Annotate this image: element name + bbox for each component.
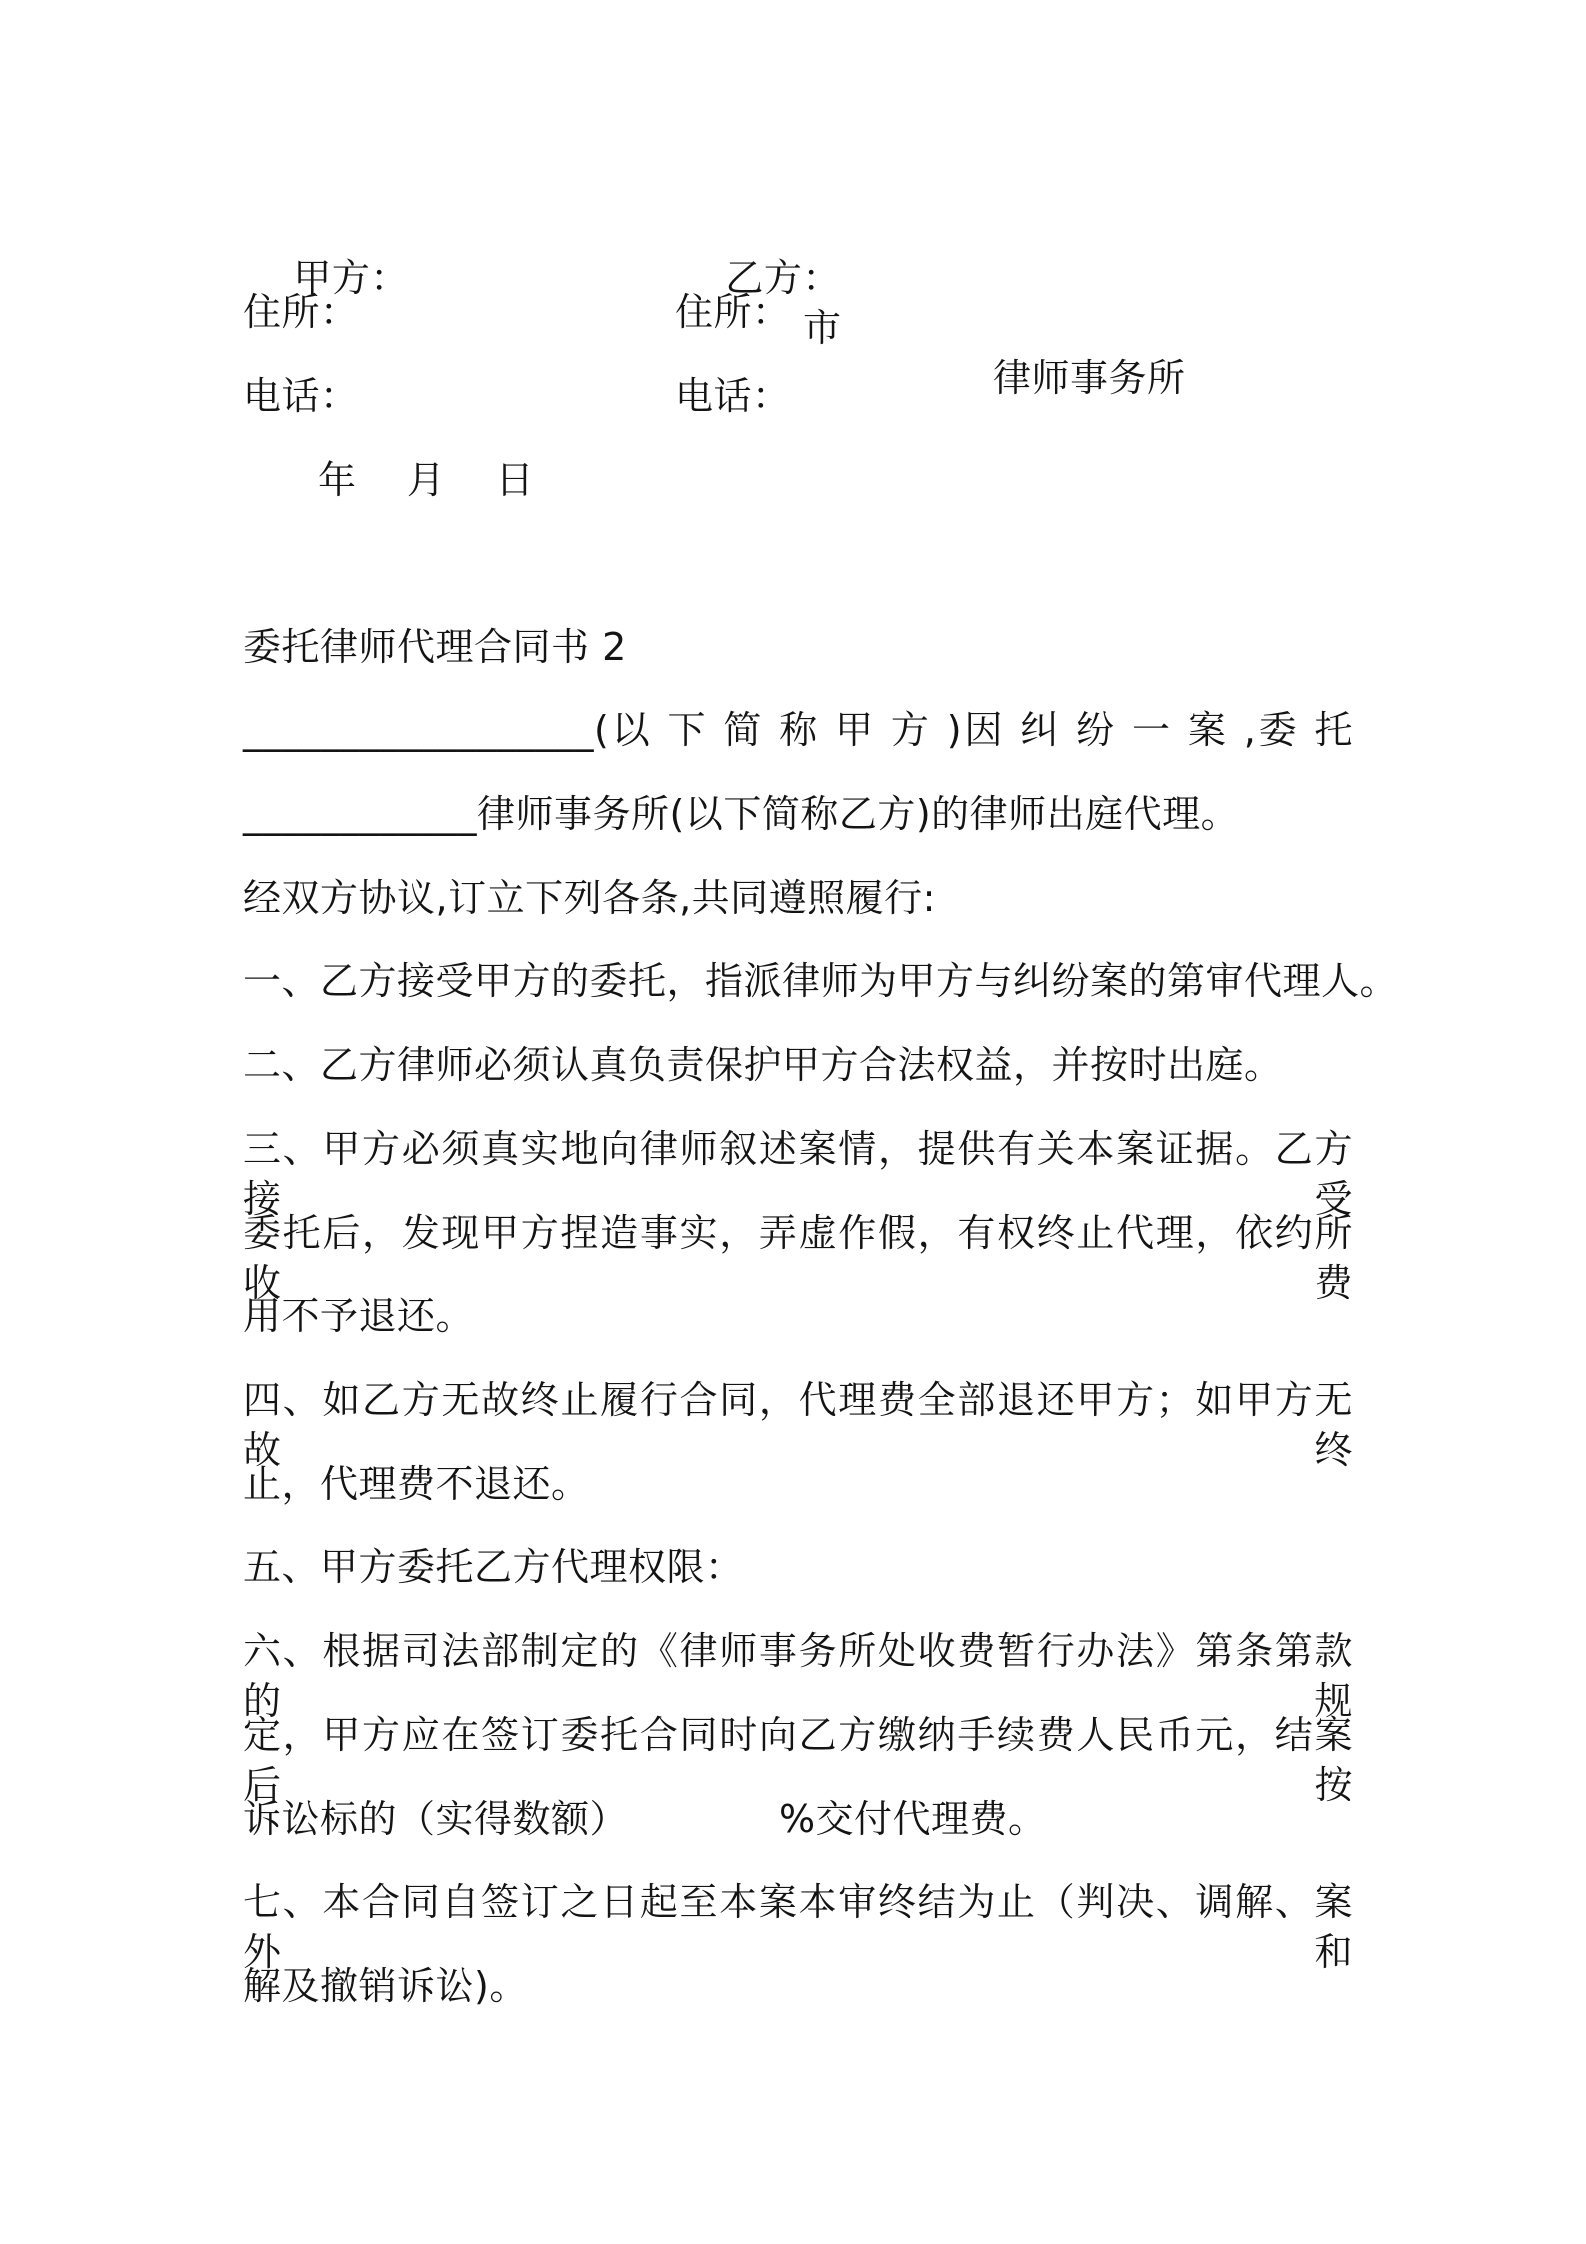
party-b-city: 市: [803, 306, 842, 350]
clause-6-line-2: 定，甲方应在签订委托合同时向乙方缴纳手续费人民币元，结案后按: [243, 1713, 1353, 1807]
contract-title: 委托律师代理合同书 2: [243, 625, 627, 669]
agreement-line: 经双方协议,订立下列各条,共同遵照履行:: [243, 876, 936, 920]
address-b-label: 住所：: [675, 290, 791, 334]
clause-4-line-1: 四、如乙方无故终止履行合同，代理费全部退还甲方；如甲方无故终: [243, 1378, 1353, 1472]
party-b-firm: 律师事务所: [993, 356, 1186, 400]
intro-line-1: __________________(以 下 简 称 甲 方 )因 纠 纷 一 案 ,委 托: [243, 708, 1353, 752]
clause-4-line-2: 止，代理费不退还。: [243, 1462, 590, 1506]
party-a-label: 甲方：: [293, 256, 409, 300]
clause-6-line-3: 诉讼标的（实得数额） %交付代理费。: [243, 1797, 1047, 1841]
address-a-label: 住所：: [243, 290, 359, 334]
date-line: 年 月 日: [318, 458, 535, 502]
party-b-label: 乙方：: [725, 256, 841, 300]
phone-a-label: 电话：: [243, 374, 359, 418]
clause-2: 二、乙方律师必须认真负责保护甲方合法权益，并按时出庭。: [243, 1043, 1283, 1087]
clause-7-line-2: 解及撤销诉讼)。: [243, 1964, 528, 2008]
clause-6-line-1: 六、根据司法部制定的《律师事务所处收费暂行办法》第条第款的规: [243, 1629, 1353, 1723]
intro-line-2: ____________律师事务所(以下简称乙方)的律师出庭代理。: [243, 792, 1240, 836]
phone-b-label: 电话：: [675, 374, 791, 418]
clause-3-line-1: 三、甲方必须真实地向律师叙述案情，提供有关本案证据。乙方接受: [243, 1127, 1353, 1221]
clause-3-line-3: 用不予退还。: [243, 1294, 475, 1338]
clause-5: 五、甲方委托乙方代理权限：: [243, 1545, 744, 1589]
clause-1: 一、乙方接受甲方的委托，指派律师为甲方与纠纷案的第审代理人。: [243, 959, 1399, 1003]
clause-7-line-1: 七、本合同自签订之日起至本案本审终结为止（判决、调解、案外和: [243, 1880, 1353, 1974]
clause-3-line-2: 委托后，发现甲方捏造事实，弄虚作假，有权终止代理，依约所收费: [243, 1211, 1353, 1305]
